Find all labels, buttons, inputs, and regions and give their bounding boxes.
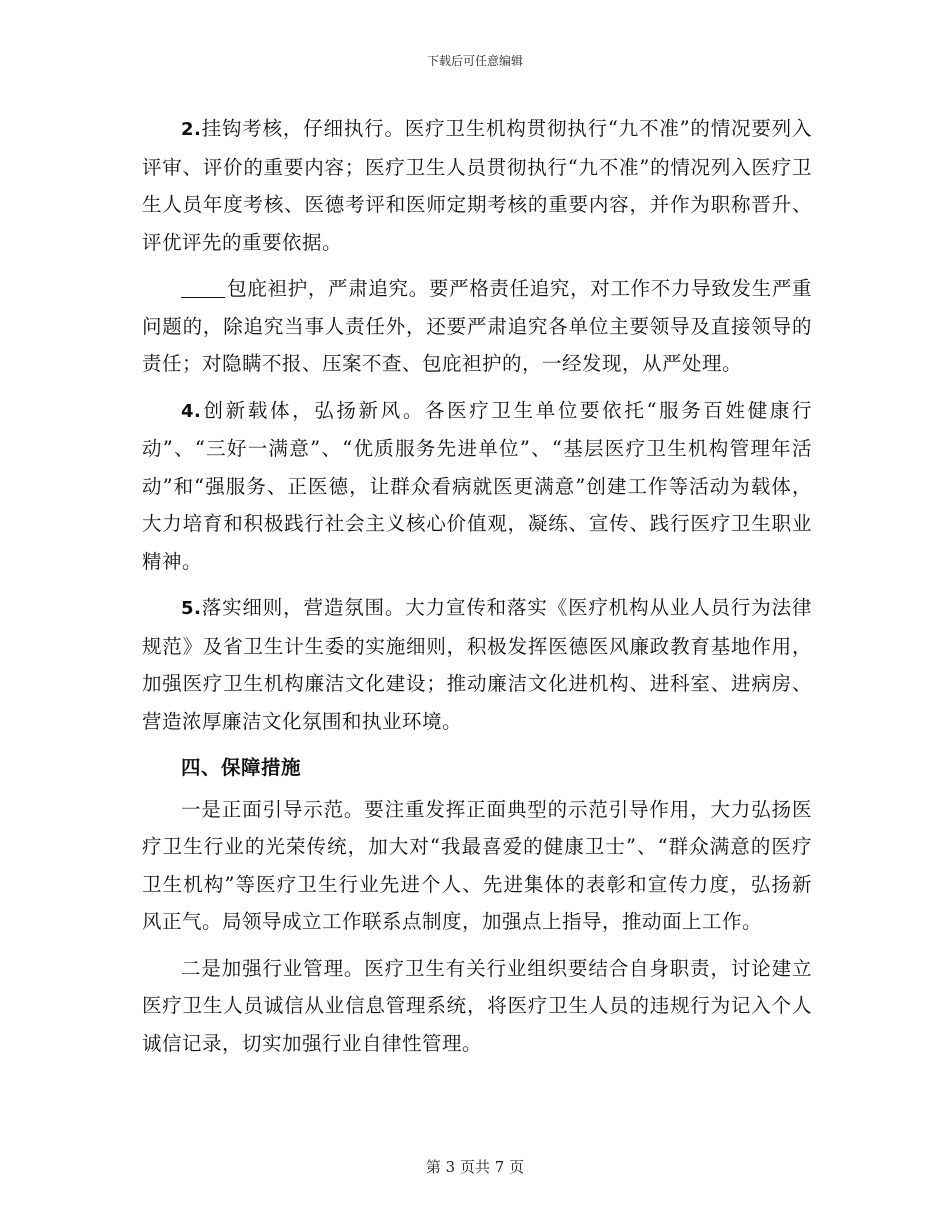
paragraph-item-2 — [142, 110, 812, 261]
item-number: 4. — [181, 400, 202, 422]
paragraph-text: 包庇袒护，严肃追究。要严格责任追究，对工作不力导致发生严重问题的，除追究当事人责任外，还要严肃追究各单位主要领导及直接领导的责任；对隐瞒不报、压案不查、包庇袒护的，一经发现，从严处理。 — [142, 277, 812, 375]
item-number: 2. — [181, 119, 202, 140]
section-heading: 四、保障措施 — [181, 756, 302, 779]
fill-in-blank — [181, 277, 225, 298]
paragraph-text: 挂钩考核，仔细执行。医疗卫生机构贯彻执行“九不准”的情况要列入评审、评价的重要内容；医疗卫生人员贯彻执行“九不准”的情况列入医疗卫生人员年度考核、医德考评和医师定期考核的重要内容，并作为职称晋升、评优评先的重要依据。 — [142, 117, 812, 254]
page-header: 下载后可任意编辑 — [426, 54, 523, 68]
document-body — [142, 110, 812, 1071]
section-paragraph: 一是正面引导示范。要注重发挥正面典型的示范引导作用，大力弘扬医疗卫生行业的光荣传统，加大对“我最喜爱的健康卫士”、“群众满意的医疗卫生机构”等医疗卫生行业先进个人、先进集体的表彰和宣传力度，弘扬新风正气。局领导成立工作联系点制度，加强点上指导，推动面上工作。 — [142, 797, 812, 933]
section-paragraph: 二是加强行业管理。医疗卫生有关行业组织要结合自身职责，讨论建立医疗卫生人员诚信从业信息管理系统，将医疗卫生人员的违规行为记入个人诚信记录，切实加强行业自律性管理。 — [142, 956, 812, 1055]
paragraph-text: 创新载体，弘扬新风。各医疗卫生单位要依托“服务百姓健康行动”、“三好一满意”、“优质服务先进单位”、“基层医疗卫生机构管理年活动”和“强服务、正医德，让群众看病就医更满意”创建工作等活动为载体，大力培育和积极践行社会主义核心价值观，凝练、宣传、践行医疗卫生职业精神。 — [142, 398, 812, 573]
paragraph-item-3 — [142, 270, 812, 383]
page-footer: 第 3 页共 7 页 — [425, 1158, 525, 1176]
paragraph-text: 落实细则，营造氛围。大力宣传和落实《医疗机构从业人员行为法律规范》及省卫生计生委的实施细则，积极发挥医德医风廉政教育基地作用，加强医疗卫生机构廉洁文化建设；推动廉洁文化进机构、进科室、进病房、营造浓厚廉洁文化氛围和执业环境。 — [142, 596, 812, 733]
paragraph-item-5 — [142, 589, 812, 740]
item-number: 5. — [181, 598, 202, 619]
paragraph-item-4 — [142, 392, 812, 581]
